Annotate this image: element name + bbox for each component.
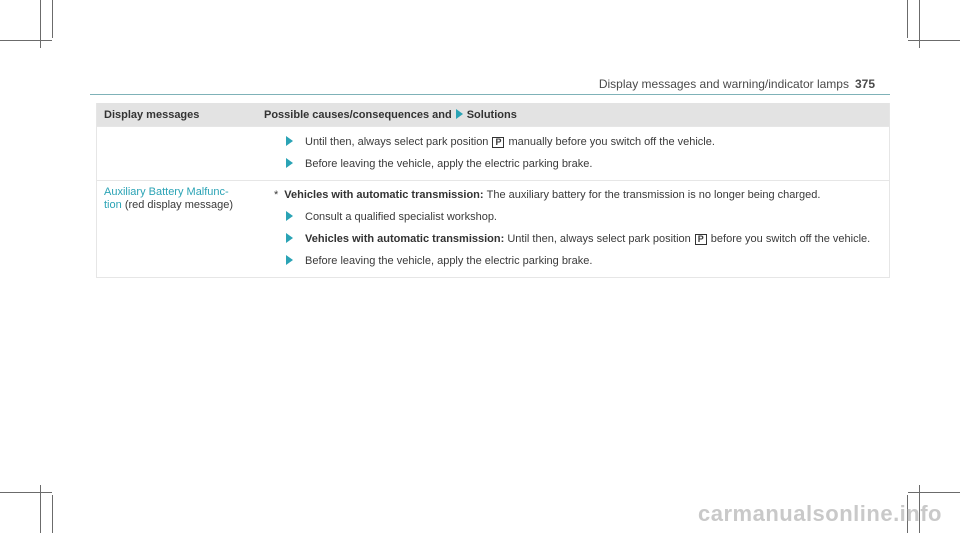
table-row (97, 181, 890, 278)
park-position-key-icon: P (492, 137, 504, 148)
optional-equipment-star: * (274, 189, 279, 201)
col-heading-causes: Possible causes/consequences and (264, 109, 452, 121)
col-heading-display-messages: Display messages (97, 103, 258, 127)
crop-mark (0, 492, 52, 493)
step-text: Consult a qualified specialist workshop. (305, 211, 497, 223)
step-text: manually before you switch off the vehicle. (508, 136, 715, 148)
step-text: before you switch off the vehicle. (710, 233, 871, 245)
crop-mark (52, 0, 53, 38)
page-number: 375 (854, 77, 875, 91)
display-messages-table (96, 103, 890, 278)
solution-step (264, 157, 882, 171)
display-message-link-cont[interactable]: tion (104, 199, 122, 211)
step-condition: Vehicles with automatic transmission: (305, 233, 505, 245)
park-position-key-icon: P (695, 234, 707, 245)
arrow-icon (286, 233, 293, 243)
arrow-icon (286, 255, 293, 265)
watermark: carmanualsonline.info (698, 501, 942, 526)
step-text: Until then, always select park position (305, 136, 489, 148)
solutions-cell (257, 181, 890, 278)
cause-text: The auxiliary battery for the transmission is no longer being charged. (486, 189, 821, 201)
crop-mark (907, 0, 908, 38)
solution-step (264, 210, 882, 224)
arrow-icon (286, 136, 293, 146)
solution-step (264, 254, 882, 268)
display-message-link[interactable]: Auxiliary Battery Malfunc- (104, 186, 229, 198)
table-header-row (97, 103, 890, 127)
col-heading-causes-solutions (257, 103, 890, 127)
crop-mark (0, 40, 52, 41)
solutions-cell (257, 127, 890, 181)
cause-line (264, 189, 882, 202)
step-text: Before leaving the vehicle, apply the electric parking brake. (305, 255, 593, 267)
step-text: Until then, always select park position (507, 233, 691, 245)
arrow-icon (286, 158, 293, 168)
cause-condition: Vehicles with automatic transmission: (284, 189, 484, 201)
message-cell (97, 181, 258, 278)
col-heading-solutions: Solutions (466, 109, 517, 121)
arrow-icon (456, 109, 463, 119)
step-text: Before leaving the vehicle, apply the electric parking brake. (305, 158, 593, 170)
crop-mark (908, 492, 960, 493)
header-title: Display messages and warning/indicator lamps (598, 77, 849, 91)
solution-step (264, 232, 882, 246)
running-header (599, 77, 875, 91)
display-message-note: (red display message) (124, 199, 234, 211)
solution-step (264, 135, 882, 149)
crop-mark (52, 495, 53, 533)
arrow-icon (286, 211, 293, 221)
table-row (97, 127, 890, 181)
message-cell-empty (97, 127, 258, 181)
header-rule (90, 94, 890, 95)
crop-mark (908, 40, 960, 41)
